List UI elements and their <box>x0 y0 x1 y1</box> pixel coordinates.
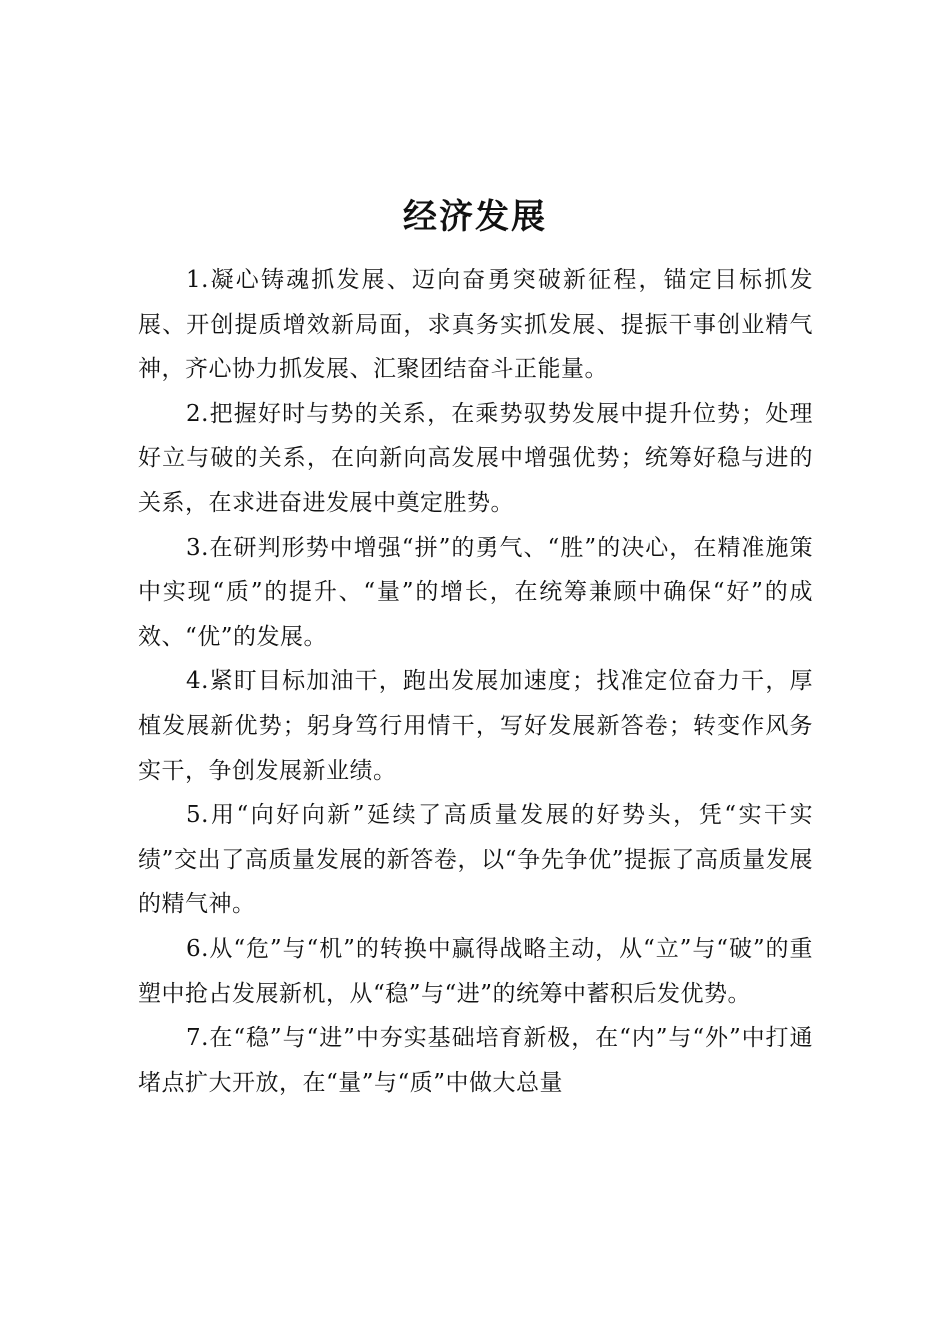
document-body <box>138 258 813 1105</box>
paragraph-number: 5. <box>186 802 209 829</box>
paragraph-number: 2. <box>186 400 209 427</box>
paragraph-text: 在“稳”与“进”中夯实基础培育新极，在“内”与“外”中打通堵点扩大开放，在“量”与“质”中做大总量 <box>138 1025 813 1096</box>
paragraph-text: 把握好时与势的关系，在乘势驭势发展中提升位势；处理好立与破的关系，在向新向高发展中增强优势；统筹好稳与进的关系，在求进奋进发展中奠定胜势。 <box>138 400 813 516</box>
page-title: 经济发展 <box>403 196 547 237</box>
paragraph-number: 7. <box>186 1025 209 1052</box>
paragraph-text: 用“向好向新”延续了高质量发展的好势头，凭“实干实绩”交出了高质量发展的新答卷，以“争先争优”提振了高质量发展的精气神。 <box>138 802 813 918</box>
paragraph-4 <box>138 659 813 793</box>
paragraph-1 <box>138 258 813 392</box>
paragraph-7 <box>138 1016 813 1105</box>
paragraph-number: 4. <box>186 668 209 695</box>
paragraph-number: 6. <box>186 935 209 962</box>
paragraph-number: 1. <box>186 267 209 293</box>
paragraph-text: 凝心铸魂抓发展、迈向奋勇突破新征程，锚定目标抓发展、开创提质增效新局面，求真务实抓发展、提振干事创业精气神，齐心协力抓发展、汇聚团结奋斗正能量。 <box>138 267 813 383</box>
paragraph-text: 紧盯目标加油干，跑出发展加速度；找准定位奋力干，厚植发展新优势；躬身笃行用情干，写好发展新答卷；转变作风务实干，争创发展新业绩。 <box>138 668 813 784</box>
paragraph-3 <box>138 526 813 660</box>
paragraph-text: 在研判形势中增强“拼”的勇气、“胜”的决心，在精准施策中实现“质”的提升、“量”的增长，在统筹兼顾中确保“好”的成效、“优”的发展。 <box>138 534 813 650</box>
paragraph-number: 3. <box>186 534 209 561</box>
paragraph-2 <box>138 392 813 526</box>
paragraph-5 <box>138 793 813 927</box>
paragraph-6 <box>138 927 813 1016</box>
paragraph-text: 从“危”与“机”的转换中赢得战略主动，从“立”与“破”的重塑中抢占发展新机，从“稳”与“进”的统筹中蓄积后发优势。 <box>138 935 813 1007</box>
